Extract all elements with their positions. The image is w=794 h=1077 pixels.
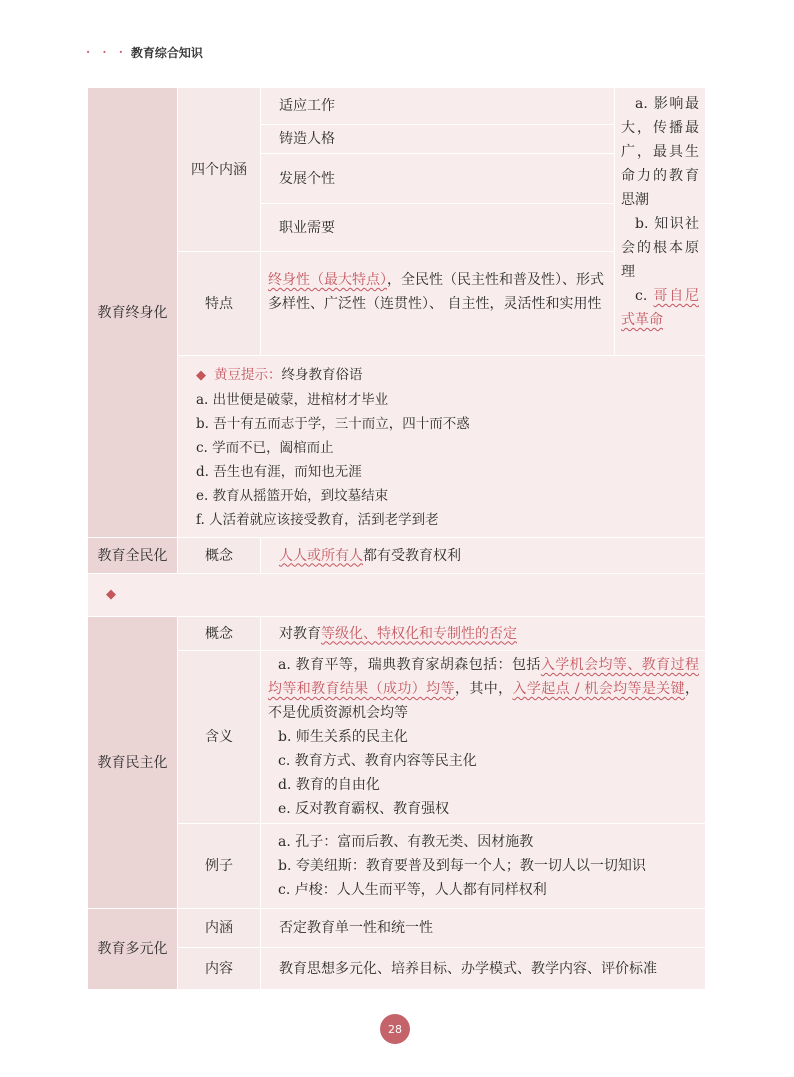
meaning-item: d. 教育的自由化 <box>278 777 380 793</box>
page-header <box>86 42 203 62</box>
features-text: ，全民性（民主性和普及性）、形式多样性、广泛性（连贯性）、 自主性，灵活性和实用性 <box>268 272 604 312</box>
features-label: 特点 <box>178 252 260 355</box>
tip-item: b. 吾十有五而志于学，三十而立，四十而不惑 <box>196 416 470 432</box>
thought-tip <box>88 574 705 616</box>
meaning-item: c. 教育方式、教育内容等民主化 <box>278 753 477 769</box>
example-item: b. 夸美纽斯：教育要普及到每一个人；教一切人以一切知识 <box>278 858 646 874</box>
tip-item: a. 出世便是破蒙，进棺材才毕业 <box>196 392 389 408</box>
tip-item: c. 学而不已，阖棺而止 <box>196 440 334 456</box>
tip-item: f. 人活着就应该接受教育，活到老学到老 <box>196 512 439 528</box>
democracy-examples <box>261 824 705 908</box>
democracy-concept-label: 概念 <box>178 617 260 650</box>
side-note-c: c. 哥自尼式革命 <box>621 288 699 328</box>
side-note-a: a. 影响最大，传播最广，最具生命力的教育思潮 <box>621 96 699 208</box>
diamond-icon: ◆ <box>106 587 116 602</box>
four-item-2: 铸造人格 <box>261 125 614 153</box>
features-content <box>261 252 614 355</box>
header-title: 教育综合知识 <box>130 45 203 60</box>
lifelong-side-notes <box>615 88 705 355</box>
header-dots: · · · <box>86 45 127 59</box>
example-item: c. 卢梭：人人生而平等，人人都有同样权利 <box>278 882 547 898</box>
universal-label: 教育全民化 <box>88 538 177 573</box>
lifelong-label: 教育终身化 <box>88 88 177 537</box>
meaning-item: b. 师生关系的民主化 <box>278 729 408 745</box>
diversity-connotation-label: 内涵 <box>178 909 260 947</box>
diversity-content-label: 内容 <box>178 948 260 989</box>
four-item-1: 适应工作 <box>261 88 614 124</box>
democracy-example-label: 例子 <box>178 824 260 908</box>
democracy-label: 教育民主化 <box>88 617 177 908</box>
lifelong-tip-box <box>178 356 705 537</box>
tip-item: d. 吾生也有涯，而知也无涯 <box>196 464 362 480</box>
diamond-icon: ◆ <box>196 368 206 383</box>
lifelong-tip-heading: ◆ 黄豆提示：终身教育俗语 <box>196 367 363 383</box>
four-item-3: 发展个性 <box>261 154 614 203</box>
four-item-4: 职业需要 <box>261 204 614 251</box>
diversity-content: 教育思想多元化、培养目标、办学模式、教学内容、评价标准 <box>261 948 705 989</box>
diversity-connotation: 否定教育单一性和统一性 <box>261 909 705 947</box>
universal-concept: 人人或所有人 都有受教育权利 <box>261 538 705 573</box>
four-connotations-label: 四个内涵 <box>178 88 260 251</box>
tip-item: e. 教育从摇篮开始，到坟墓结束 <box>196 488 389 504</box>
page-number: 28 <box>380 1014 410 1044</box>
features-highlight: 终身性（最大特点） <box>268 272 387 288</box>
diversity-label: 教育多元化 <box>88 909 177 989</box>
universal-concept-label: 概念 <box>178 538 260 573</box>
democracy-meaning-label: 含义 <box>178 651 260 823</box>
meaning-a: a. 教育平等，瑞典教育家胡森包括：包括入学机会均等、教育过程均等和教育结果（成功）均等，其中，入学起点 / 机会均等是关键，不是优质资源机会均等 <box>268 657 700 721</box>
meaning-item: e. 反对教育霸权、教育强权 <box>278 801 450 817</box>
democracy-concept: 对教育 等级化、特权化和专制性的否定 <box>261 617 705 650</box>
democracy-meaning <box>261 651 705 823</box>
example-item: a. 孔子：富而后教、有教无类、因材施教 <box>278 834 534 850</box>
side-note-b: b. 知识社会的根本原理 <box>621 216 699 280</box>
